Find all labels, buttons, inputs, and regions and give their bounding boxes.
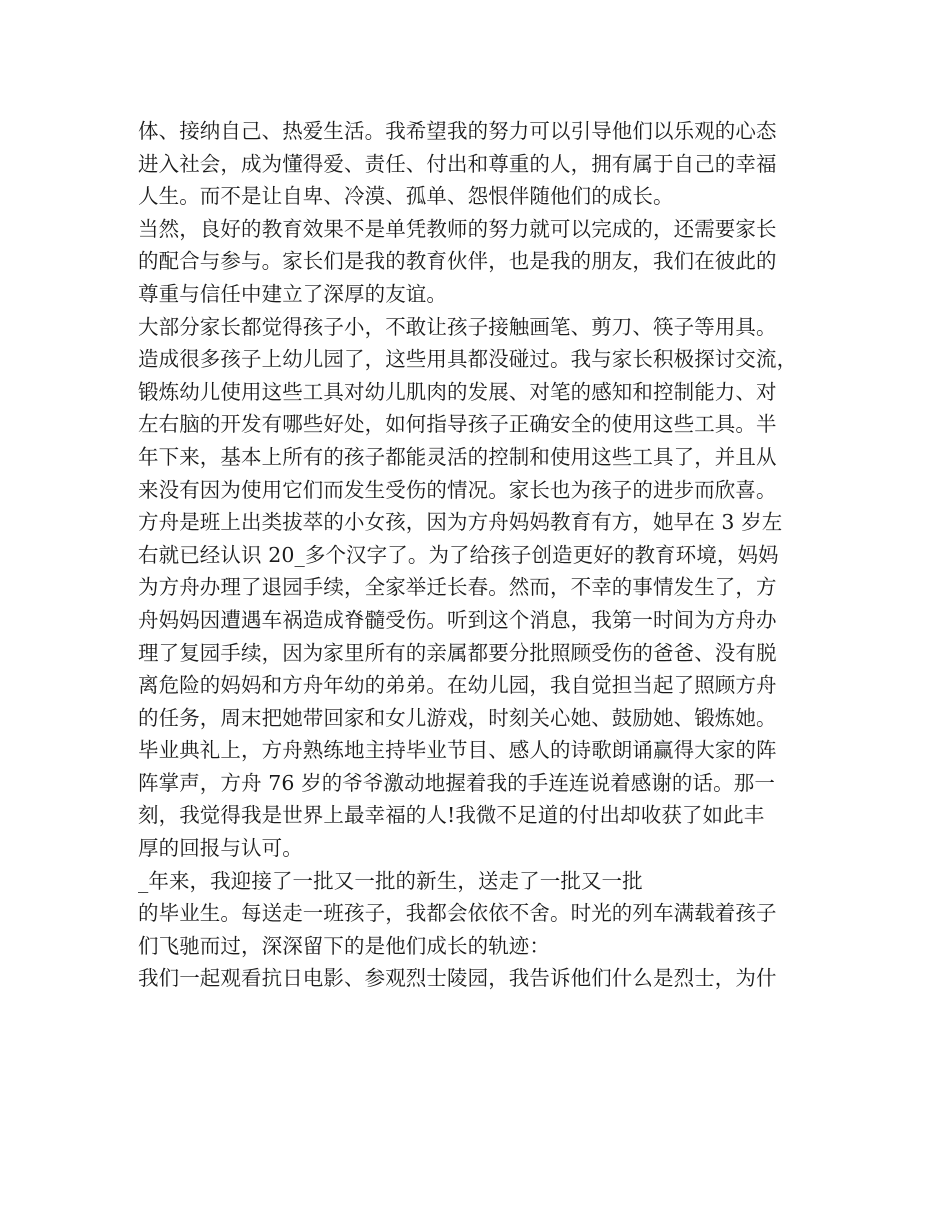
text-line: 厚的回报与认可。 bbox=[138, 836, 303, 861]
text-line: 右就已经认识 20_多个汉字了。为了给孩子创造更好的教育环境，妈妈 bbox=[138, 542, 779, 567]
text-line: 体、接纳自己、热爱生活。我希望我的努力可以引导他们以乐观的心态 bbox=[138, 119, 777, 143]
text-line: 为方舟办理了退园手续，全家举迁长春。然而，不幸的事情发生了，方 bbox=[138, 575, 777, 600]
text-line: 的任务，周末把她带回家和女儿游戏，时刻关心她、鼓励她、锻炼她。 bbox=[138, 705, 777, 730]
text-line: 理了复园手续，因为家里所有的亲属都要分批照顾受伤的爸爸、没有脱 bbox=[138, 640, 777, 665]
text-line: 当然，良好的教育效果不是单凭教师的努力就可以完成的，还需要家长 bbox=[138, 216, 777, 241]
text-line: 进入社会，成为懂得爱、责任、付出和尊重的人，拥有属于自己的幸福 bbox=[138, 151, 777, 176]
text-line: 左右脑的开发有哪些好处，如何指导孩子正确安全的使用这些工具。半 bbox=[138, 412, 777, 437]
text-line: 毕业典礼上，方舟熟练地主持毕业节目、感人的诗歌朗诵赢得大家的阵 bbox=[138, 738, 777, 763]
text-line: 舟妈妈因遭遇车祸造成脊髓受伤。听到这个消息，我第一时间为方舟办 bbox=[138, 607, 777, 632]
text-line: 来没有因为使用它们而发生受伤的情况。家长也为孩子的进步而欣喜。 bbox=[138, 477, 777, 502]
text-line: 人生。而不是让自卑、冷漠、孤单、怨恨伴随他们的成长。 bbox=[138, 184, 674, 209]
text-line: 大部分家长都觉得孩子小，不敢让孩子接触画笔、剪刀、筷子等用具。 bbox=[138, 314, 777, 339]
text-line: 的毕业生。每送走一班孩子，我都会依依不舍。时光的列车满载着孩子 bbox=[138, 901, 777, 926]
text-line: 我们一起观看抗日电影、参观烈士陵园，我告诉他们什么是烈士，为什 bbox=[138, 966, 777, 991]
text-line: 的配合与参与。家长们是我的教育伙伴，也是我的朋友，我们在彼此的 bbox=[138, 249, 777, 274]
text-line: 锻炼幼儿使用这些工具对幼儿肌肉的发展、对笔的感知和控制能力、对 bbox=[138, 379, 777, 404]
text-line: 年下来，基本上所有的孩子都能灵活的控制和使用这些工具了，并且从 bbox=[138, 444, 777, 469]
text-line: 方舟是班上出类拔萃的小女孩，因为方舟妈妈教育有方，她早在 3 岁左 bbox=[138, 510, 783, 535]
text-line: 们飞驰而过，深深留下的是他们成长的轨迹： bbox=[138, 933, 550, 958]
text-line: 阵掌声，方舟 76 岁的爷爷激动地握着我的手连连说着感谢的话。那一 bbox=[138, 770, 775, 795]
text-line: 离危险的妈妈和方舟年幼的弟弟。在幼儿园，我自觉担当起了照顾方舟 bbox=[138, 673, 777, 698]
text-line: 造成很多孩子上幼儿园了，这些用具都没碰过。我与家长积极探讨交流， bbox=[138, 347, 798, 372]
text-line: 尊重与信任中建立了深厚的友谊。 bbox=[138, 281, 447, 306]
text-line: _年来，我迎接了一批又一批的新生，送走了一批又一批 bbox=[138, 868, 643, 893]
body-text bbox=[138, 115, 818, 995]
text-line: 刻，我觉得我是世界上最幸福的人!我微不足道的付出却收获了如此丰 bbox=[138, 803, 765, 828]
